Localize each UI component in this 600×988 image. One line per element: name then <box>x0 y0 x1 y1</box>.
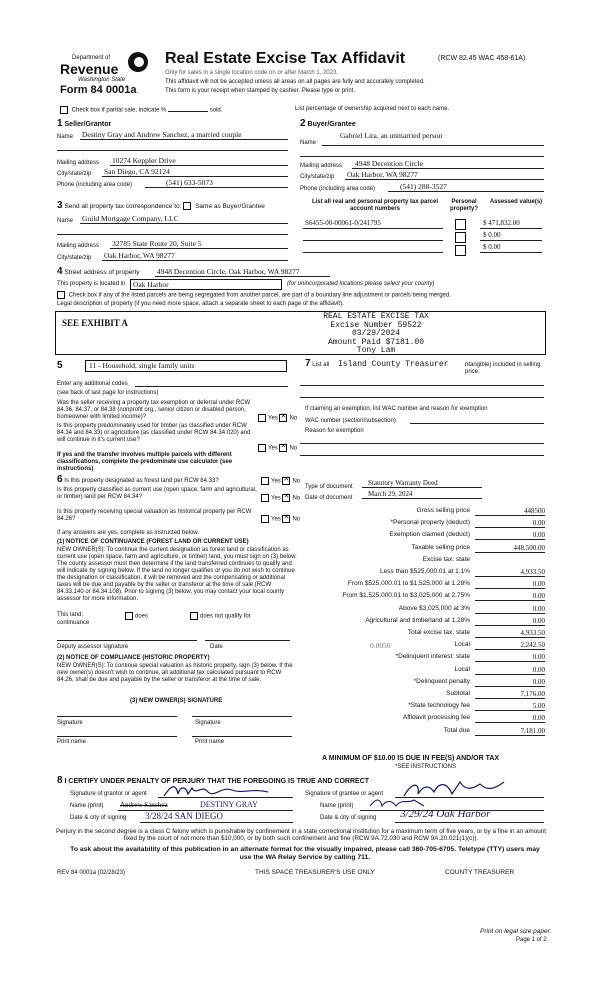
revenue-swoosh-icon <box>128 52 148 72</box>
grantor-name-struck[interactable]: Andrew Sanchez <box>120 801 168 809</box>
segregated-checkbox[interactable] <box>57 291 65 299</box>
see-exhibit: SEE EXHIBIT A <box>62 318 128 328</box>
tax-row <box>300 507 545 517</box>
historic-no-checkbox[interactable] <box>282 515 290 523</box>
current-use-no-checkbox[interactable] <box>282 494 290 502</box>
tax-row-value[interactable]: 0.00 <box>475 531 545 540</box>
grantor-name-print[interactable]: DESTINY GRAY <box>200 800 258 809</box>
land-use-code-select[interactable] <box>85 360 287 372</box>
corr-city[interactable]: Oak Harbor, WA 98277 <box>104 251 175 260</box>
tax-row <box>300 544 545 554</box>
perjury-notice: Perjury in the second degree is a class C felony which is punishable by confinement in a state correctional institution for a maximum term of five years, or by a fine in an amount fixed by the court of not more than $10,000, or by both such confinement and fine (RCW 9A.72.030 and RCW 9A.20.021(1)(c)). <box>56 828 546 842</box>
forest-no-checkbox[interactable] <box>282 477 290 485</box>
seller-heading: 1 Seller/Grantor <box>57 118 112 129</box>
tax-row <box>300 580 545 590</box>
tax-row-value[interactable]: 2,242.50 <box>475 641 545 650</box>
buyer-city[interactable]: Oak Harbor, WA 98277 <box>347 170 418 179</box>
tax-row-label: *State technology fee <box>408 702 470 710</box>
alternate-format-note: To ask about the availability of this publication in an alternate format for the visually impaired, please call 360-705-6705. Teletype (TTY) users may use the WA Relay Service by calling 711. <box>70 846 540 861</box>
tax-row-value[interactable]: 0.00 <box>475 519 545 528</box>
current-use-answer: Yes ✕ No <box>261 494 300 503</box>
personal-property-checkbox-3[interactable] <box>455 245 466 256</box>
see-instructions-note: *SEE INSTRUCTIONS <box>395 764 457 770</box>
buyer-phone[interactable]: (541) 288-3527 <box>400 182 447 191</box>
any-yes-note: If any answers are yes, complete as instructed below. <box>57 530 200 536</box>
tax-row-label: *Delinquent penalty <box>413 677 470 685</box>
tax-row <box>300 605 545 615</box>
stamp-line-5: Tony Lam <box>356 346 396 355</box>
buyer-mail-label: Mailing address <box>300 163 343 169</box>
tax-row-value[interactable]: 0.00 <box>475 653 545 662</box>
list-percentage-note: List percentage of ownership acquired next to each name. <box>295 106 450 112</box>
tax-row-label: *Personal property (deduct) <box>390 519 470 527</box>
treasurer-stamp-county: Island County Treasurer <box>338 360 449 369</box>
timber-no-checkbox[interactable] <box>279 444 287 452</box>
current-use-yes-checkbox[interactable] <box>261 494 269 502</box>
tax-row-label: Local <box>454 641 470 649</box>
tax-row-value[interactable]: 0.00 <box>475 617 545 626</box>
unincorporated-note: (for unincorporated locations please select your county) <box>287 281 435 287</box>
minimum-fee-note: A MINIMUM OF $10.00 IS DUE IN FEE(S) AND/OR TAX <box>322 755 500 762</box>
legal-description-box[interactable] <box>55 311 546 355</box>
tax-row <box>300 653 545 663</box>
tax-row-value[interactable]: 5.00 <box>475 702 545 711</box>
street-address[interactable]: 4948 Decention Circle, Oak Harbor, WA 98277 <box>157 267 300 276</box>
tax-row-value[interactable]: 4,933.50 <box>475 629 545 638</box>
correspondence-heading: 3 Send all property tax correspondence to: Same as Buyer/Grantee <box>57 200 265 211</box>
grantee-date-label: Date & city of signing <box>320 815 377 821</box>
section5-number: 5 <box>57 360 63 371</box>
rcw-ref: (RCW 82.45 WAC 458-61A) <box>438 55 526 62</box>
seller-name-label: Name <box>57 134 74 140</box>
grantor-date-city[interactable]: 3/28/24 SAN DIEGO <box>145 811 223 821</box>
tax-row-label: Gross selling price <box>416 507 470 514</box>
tax-row-value[interactable]: 0.00 <box>475 605 545 614</box>
forest-answer: Yes ✕ No <box>261 477 300 486</box>
historic-question: Is this property receiving special valuation as historical property per RCW 84.26? <box>57 509 252 522</box>
tax-row-label: Exemption claimed (deduct) <box>389 531 470 539</box>
revenue-wordmark: Revenue <box>60 61 119 77</box>
tax-row-value[interactable]: 0.00 <box>475 714 545 723</box>
land-does-option: does <box>125 612 148 621</box>
buyer-phone-label: Phone (including area code) <box>300 186 376 192</box>
exemption-answer: Yes ✕ No <box>258 414 297 423</box>
historic-yes-checkbox[interactable] <box>261 515 269 523</box>
assessed-value-1[interactable]: $ 471,832.00 <box>483 219 520 227</box>
seller-city-label: City/state/zip <box>57 171 92 177</box>
see-back-note: (see back of last page for instructions) <box>57 390 159 396</box>
notice-compliance-body: NEW OWNER(S): To continue special valuation as historic property, sign (3) below. If the new owner(s) doesn't wish to continue, all additional tax calculated pursuant to RCW 84.26, shall be due and payable by the seller or transferor at the time of sale. <box>57 663 293 683</box>
personal-property-checkbox-2[interactable] <box>455 232 466 243</box>
grantor-signature-label: Signature of grantor or agent <box>70 791 147 797</box>
forest-yes-checkbox[interactable] <box>261 477 269 485</box>
tax-row <box>300 556 545 566</box>
section7-heading: 7 List all <box>305 358 330 369</box>
buyer-city-label: City/state/zip <box>300 174 335 180</box>
timber-question: Is this property predominately used for timber (as classified under RCW 84.34 and 84.33) or agriculture (as classified under RCW 84.34.020) and will continue in it's current use? <box>57 423 251 443</box>
located-label: This property is located in <box>57 281 126 287</box>
corr-mail[interactable]: 32785 State Route 20, Suite 5 <box>112 239 202 248</box>
this-land-label: This land: <box>57 612 84 618</box>
timber-question-note: If yes and the transfer involves multiple parcels with different classifications, complete the predominate use calculator (see instructions) <box>57 452 233 472</box>
notice-continuance-body: NEW OWNER(S): To continue the current designation as forest land or classification as current use (open space, farm and agriculture, or timber) land, you must sign on (3) below. The county assessor must then determine if the land transferred continues to qualify and will indicate by signing below. If the land no longer qualifies or you do not wish to continue the designation or classification, it will be removed and the compensating or additional taxes will be due and payable by the seller or transferor at the time of sale (RCW 84.33.140 or 84.34.108). Prior to signing (3) below, you may contact your local county assessor for more information. <box>57 547 297 602</box>
subtitle-1: Only for sales in a single location code on or after March 1, 2023. <box>165 70 339 76</box>
land-does-checkbox[interactable] <box>125 612 133 620</box>
deputy-signature-label: Deputy assessor signature <box>57 644 129 650</box>
tax-row-value[interactable]: 448500 <box>475 507 545 516</box>
land-does-not-option: does not qualify for <box>190 612 251 621</box>
legal-paper-note: Print on legal size paper. <box>480 928 552 935</box>
owner-signature-label-2: Signature <box>195 720 221 726</box>
certify-heading: 8 I CERTIFY UNDER PENALTY OF PERJURY THAT THE FOREGOING IS TRUE AND CORRECT <box>57 775 370 786</box>
notice-compliance-heading: (2) NOTICE OF COMPLIANCE (HISTORIC PROPERTY) <box>57 655 210 661</box>
buyer-name-label: Name <box>300 140 317 146</box>
grantor-name-label: Name (print) <box>70 803 104 809</box>
exemption-yes-checkbox[interactable] <box>258 414 266 422</box>
tax-row-label: Total due <box>443 726 470 734</box>
tax-row <box>300 568 545 578</box>
corr-city-label: City/state/zip <box>57 255 92 261</box>
seller-mail[interactable]: 10274 Keppler Drive <box>112 156 176 165</box>
tax-row-label: From $1,525,000.01 to $3,025,000 at 2.75% <box>342 592 470 600</box>
tax-row-label: Total excise tax: state <box>407 629 470 636</box>
partial-sale-checkbox[interactable] <box>60 106 68 114</box>
parcels-header-personal: Personal property? <box>449 199 478 212</box>
land-does-not-checkbox[interactable] <box>190 612 198 620</box>
assessed-value-2[interactable]: $ 0.00 <box>483 231 501 239</box>
treasurer-stamp <box>296 313 456 356</box>
tax-row-value[interactable]: 0.00 <box>475 580 545 589</box>
grantee-name-label: Name (print) <box>320 803 354 809</box>
owner-print-label-1: Print name <box>57 739 87 745</box>
seller-phone-label: Phone (including area code) <box>57 182 133 188</box>
tax-row <box>300 519 545 529</box>
local-rate: 0.0050 <box>370 641 391 651</box>
owner-print-label-2: Print name <box>195 739 225 745</box>
tax-row-label: Less than $525,000.01 at 1.1% <box>380 568 470 575</box>
tax-row <box>300 592 545 602</box>
new-owner-signature-heading: (3) NEW OWNER(S) SIGNATURE <box>130 698 223 704</box>
doc-type-label: Type of document <box>305 484 353 490</box>
same-as-buyer-checkbox[interactable] <box>183 202 191 210</box>
partial-sale-row: Check box if partial sale, indicate % sold. <box>60 106 222 115</box>
corr-name-label: Name <box>57 218 74 224</box>
seller-mail-label: Mailing address <box>57 160 100 166</box>
forest-question: 6 Is this property designated as forest land per RCW 84.33? <box>57 474 219 485</box>
tax-row-label: Agricultural and timberland at 1.28% <box>365 616 470 624</box>
personal-property-checkbox-1[interactable] <box>455 219 466 230</box>
location-value: Oak Harbor <box>133 280 169 289</box>
buyer-heading: 2 Buyer/Grantee <box>300 118 356 129</box>
tax-row <box>300 727 545 737</box>
tax-row <box>300 690 545 700</box>
tax-row-value[interactable]: 0.00 <box>475 592 545 601</box>
seller-phone[interactable]: (541) 633-5073 <box>166 178 213 187</box>
revision-label: REV 84 0001a (02/28/23) <box>57 870 126 876</box>
corr-mail-label: Mailing address <box>57 243 100 249</box>
tax-row-label: Taxable selling price <box>411 543 470 551</box>
dept-label: Department of <box>72 55 111 61</box>
stamp-line-2: Excise Number 59522 <box>330 320 422 330</box>
subtitle-2: This affidavit will not be accepted unless all areas on all pages are fully and accurately completed. <box>165 79 425 85</box>
exemption-question: Was the seller receiving a property tax exemption or deferral under RCW 84.36, 84.37, or 84.38 (nonprofit org., senior citizen or disabled person, homeowner with limited income)? <box>57 400 251 420</box>
seller-name[interactable]: Destiny Gray and Andrew Sanchez, a married couple <box>82 130 242 139</box>
tax-row-label: Affidavit processing fee <box>402 714 470 722</box>
tax-row-value[interactable]: 4,933.50 <box>475 568 545 577</box>
state-label: Washington State <box>78 77 126 83</box>
historic-answer: Yes ✕ No <box>261 515 300 524</box>
assessed-value-3[interactable]: $ 0.00 <box>483 243 501 251</box>
corr-name[interactable]: Guild Mortgage Company, LLC <box>82 214 179 223</box>
tax-row-value[interactable]: 7,176.00 <box>475 690 545 699</box>
stamp-line-1: REAL ESTATE EXCISE TAX <box>323 312 429 321</box>
legal-description-label: Legal description of property (if you need more space, attach a separate sheet to each page of the affidavit). <box>57 301 344 307</box>
continuance-label: continuance <box>57 620 90 626</box>
exemption-claim-label: If claiming an exemption, list WAC number and reason for exemption <box>305 406 488 412</box>
reason-label: Reason for exemption <box>305 428 364 434</box>
tax-row <box>300 678 545 688</box>
tax-row <box>300 617 545 627</box>
form-title: Real Estate Excise Tax Affidavit <box>165 50 406 67</box>
intangible-note: ntangible) included in selling price. <box>465 362 541 375</box>
wac-number-label: WAC number (section/subsection) <box>305 418 396 424</box>
buyer-name[interactable]: Gabriel Lira, an unmarried person <box>340 131 443 140</box>
parcel-number-1[interactable]: S6455-00-00061-0/241795 <box>305 219 381 227</box>
tax-row <box>300 531 545 541</box>
deputy-date-label: Date <box>210 644 223 650</box>
page-number: Page 1 of 2 <box>516 937 547 943</box>
notice-continuance-heading: (1) NOTICE OF CONTINUANCE (FOREST LAND OR CURRENT USE) <box>57 539 249 545</box>
doc-date-label: Date of document <box>305 495 353 501</box>
tax-row-label: Local <box>454 665 470 673</box>
tax-row-label: From $525,000.01 to $1,525,000 at 1.28% <box>347 580 470 588</box>
land-use-code-value: 11 - Household, single family units <box>89 361 195 370</box>
tax-row-label: *Delinquent interest: state <box>395 653 470 661</box>
stamp-line-3: 03/29/2024 <box>351 329 400 338</box>
timber-answer: Yes ✕ No <box>258 444 297 453</box>
doc-type[interactable]: Statutory Warranty Deed <box>368 479 438 487</box>
additional-codes-label: Enter any additional codes <box>57 381 128 387</box>
seller-city[interactable]: San Diego, CA 92124 <box>104 167 170 176</box>
exemption-no-checkbox[interactable] <box>279 414 287 422</box>
location-select[interactable] <box>130 279 282 290</box>
tax-row <box>300 641 545 651</box>
subtitle-3: This form is your receipt when stamped by cashier. Please type or print. <box>165 88 356 94</box>
tax-row-label: Subtotal <box>446 690 470 697</box>
tax-row-label: Excise tax: state <box>422 555 470 563</box>
owner-signature-label-1: Signature <box>57 720 83 726</box>
parcels-header-assessed: Assessed value(s) <box>489 199 543 205</box>
tax-row-value[interactable]: 448,500.00 <box>475 544 545 553</box>
parcels-header-numbers: List all real and personal property tax parcel account numbers <box>311 199 439 212</box>
tax-row-value[interactable]: 0.00 <box>475 678 545 687</box>
treasurer-use-label: THIS SPACE TREASURER'S USE ONLY <box>255 869 375 876</box>
county-treasurer-label: COUNTY TREASURER <box>445 869 515 876</box>
street-address-row: 4 Street address of property <box>57 266 140 277</box>
current-use-question: Is this property classified as current use (open space, farm and agricultural, or timber) land per RCW 84.34? <box>57 487 257 500</box>
grantee-signature-label: Signature of grantee or agent <box>305 791 384 797</box>
tax-row-label: Above $3,025,000 at 3% <box>398 604 470 612</box>
tax-row-value[interactable]: 7,181.00 <box>475 727 545 736</box>
grantee-date-city[interactable]: 3/29/24 Oak Harbor <box>400 808 491 820</box>
tax-row <box>300 629 545 639</box>
tax-row <box>300 666 545 676</box>
form-number: Form 84 0001a <box>60 84 137 96</box>
timber-yes-checkbox[interactable] <box>258 444 266 452</box>
stamp-line-4: Amount Paid $7181.00 <box>327 337 424 347</box>
tax-row <box>300 702 545 712</box>
grantor-date-label: Date & city of signing <box>70 815 127 821</box>
tax-row-value[interactable]: 0.00 <box>475 666 545 675</box>
doc-date[interactable]: March 29, 2024 <box>368 490 413 498</box>
tax-row <box>300 714 545 724</box>
buyer-mail[interactable]: 4948 Decention Circle <box>355 159 423 168</box>
segregated-row: Check box if any of the listed parcels are being segregated from another parcel, are part of a boundary line adjustment or parcels being merged. <box>57 291 451 300</box>
